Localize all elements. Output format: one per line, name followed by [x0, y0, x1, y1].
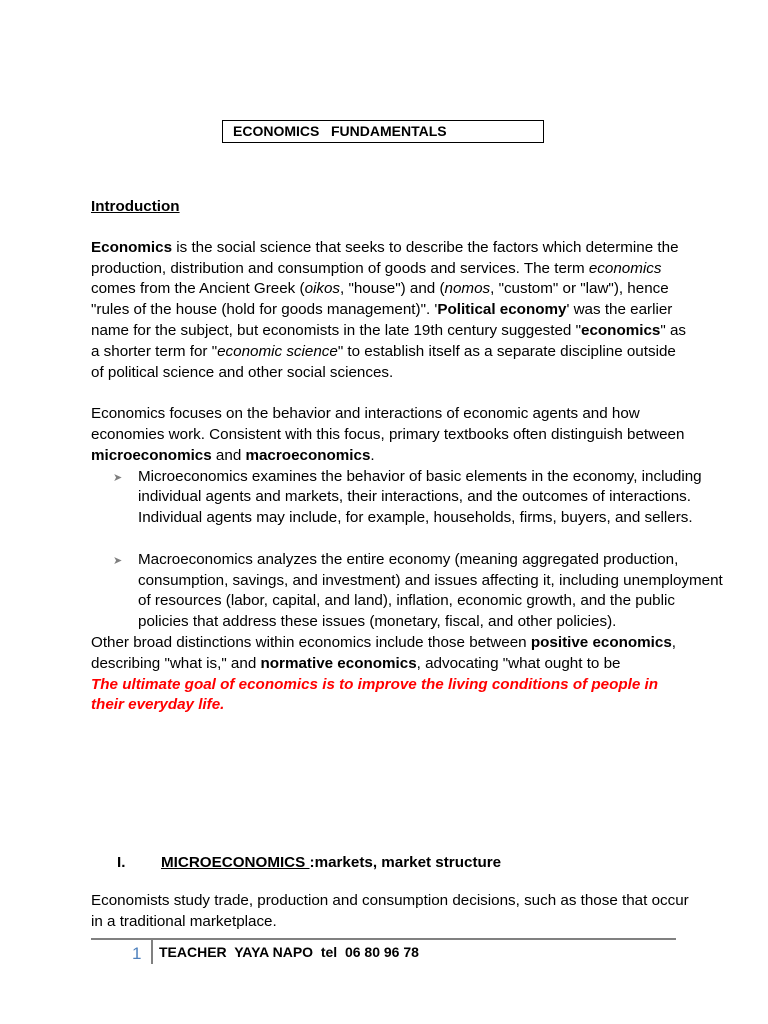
text-span: .: [370, 446, 375, 464]
intro-paragraph-1: [91, 238, 691, 384]
spacer: [91, 529, 691, 550]
term-nomos: nomos: [444, 280, 491, 298]
intro-heading: Introduction: [91, 198, 180, 215]
text-span: Economics focuses on the behavior and interactions of economic agents and how economies work. Consistent with this focus, primary textbooks often distinguish between: [91, 405, 685, 443]
section-subtitle: :markets, market structure: [309, 854, 502, 871]
bullet-macroeconomics: [91, 550, 728, 633]
footer-divider: [91, 938, 676, 940]
section-title: MICROECONOMICS: [161, 854, 310, 871]
text-span: , "custom" or "law"), hence "rules of the house (hold for goods management)". ': [91, 280, 669, 319]
term-macroeconomics: macroeconomics: [245, 446, 371, 464]
term-oikos: oikos: [304, 280, 341, 298]
section-number: I.: [117, 854, 126, 871]
term-normative-economics: normative economics: [260, 654, 417, 672]
text-span: and: [211, 446, 246, 464]
intro-paragraph-3: [91, 633, 691, 675]
text-span: comes from the Ancient Greek (: [91, 280, 305, 298]
text-span: , "house") and (: [340, 280, 445, 298]
text-span: " as a shorter term for ": [91, 321, 686, 360]
goal-statement: The ultimate goal of economics is to improve the living conditions of people in their everyday life.: [91, 675, 659, 714]
section-heading-microeconomics: [117, 853, 501, 873]
page-number: 1: [132, 944, 142, 963]
footer-separator: [151, 940, 153, 964]
document-body: [91, 197, 723, 716]
text-span: is the social science that seeks to describe the factors which determine the production, distribution and consumption of goods and services. The term: [91, 238, 679, 277]
term-economics-italic: economics: [588, 259, 662, 277]
footer-text: TEACHER YAYA NAPO tel 06 80 96 78: [159, 944, 419, 960]
term-economics: Economics: [91, 238, 173, 256]
section-paragraph: Economists study trade, production and consumption decisions, such as those that occur in a traditional marketplace.: [91, 892, 689, 930]
bullet-text: Microeconomics examines the behavior of basic elements in the economy, including individual agents and markets, their interactions, and the outcomes of interactions. Individual agents may include, for example, households, firms, buyers, and sellers.: [138, 467, 702, 527]
term-economics-bold: economics: [581, 321, 661, 339]
arrow-bullet-icon: ➤: [113, 471, 123, 484]
bullet-text: Macroeconomics analyzes the entire economy (meaning aggregated production, consumption, savings, and investment) and issues affecting it, including unemployment of resources (labor, capital, and land), inflation, economic growth, and the public policies that address these issues (monetary, fiscal, and other policies).: [138, 550, 723, 631]
arrow-bullet-icon: ➤: [113, 554, 123, 567]
bullet-microeconomics: [91, 467, 728, 529]
text-span: Other broad distinctions within economics include those between: [91, 633, 531, 651]
document-title: ECONOMICS FUNDAMENTALS: [222, 120, 544, 143]
term-economic-science: economic science: [217, 342, 338, 360]
text-span: , describing "what is," and: [91, 633, 677, 672]
term-positive-economics: positive economics: [530, 633, 672, 651]
term-political-economy: Political economy: [437, 301, 567, 319]
text-span: ' was the earlier name for the subject, but economists in the late 19th century suggested ": [91, 301, 673, 339]
term-microeconomics: microeconomics: [91, 446, 212, 464]
intro-paragraph-2: [91, 404, 691, 466]
text-span: , advocating "what ought to be: [416, 654, 621, 672]
text-span: " to establish itself as a separate discipline outside of political science and other social sciences.: [91, 342, 676, 381]
